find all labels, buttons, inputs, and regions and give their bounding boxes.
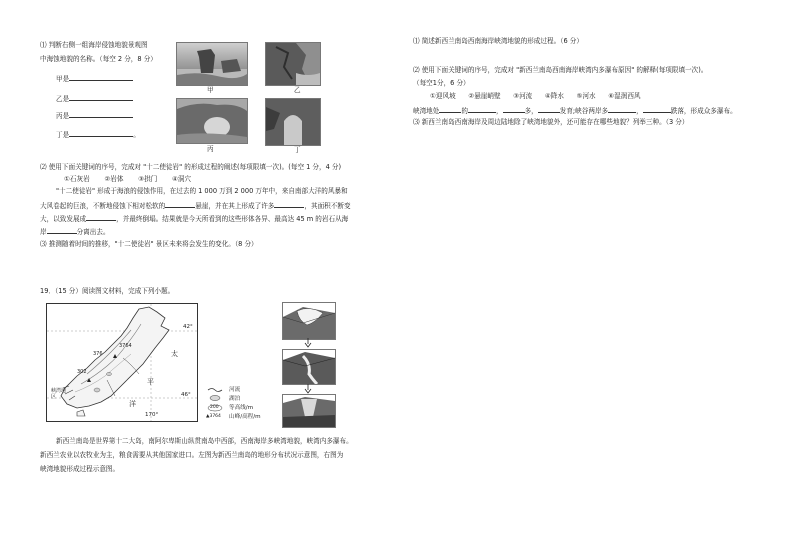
q1-title: ⑴ 判断右侧一组海岸侵蚀地貌景观图 (40, 41, 148, 49)
sea-stack-photo-jia (176, 42, 248, 86)
fjord-stage-1-diagram (282, 302, 336, 340)
right-q2-blank-4[interactable] (538, 105, 560, 113)
photo-label-ding: 丁 (294, 146, 301, 154)
q19-paragraph-line3: 峡湾地貌形成过程示意图。 (40, 465, 120, 473)
q1-answer-yi: 乙是 (56, 93, 133, 104)
q1-answer-jia: 甲是 (56, 73, 133, 84)
q1-title-cont: 中海蚀地貌的名称。（每空 2 分，8 分） (40, 55, 157, 63)
fjord-stage-3-diagram (282, 394, 336, 428)
photo-label-yi: 乙 (294, 86, 301, 94)
right-q2-options: ①迎风坡 ②悬崖峭壁 ③河流 ④降水 ⑤河水 ⑥湿润西风 (430, 92, 641, 100)
sea-cave-photo-ding (265, 98, 321, 146)
right-q1-question: ⑴ 简述新西兰南岛西南海岸峡湾地貌的形成过程。（6 分） (413, 37, 583, 45)
q2-paragraph-line1: "十二使徒岩" 形成于海浪的侵蚀作用，在过去的 1 000 万到 2 000 万年中，来自南部大洋的风暴和 (56, 187, 348, 195)
photo-label-jia: 甲 (207, 86, 214, 94)
q1-blank-ding[interactable] (69, 129, 133, 137)
map-sea-label-2: 平 (147, 378, 154, 386)
south-island-map (46, 303, 198, 422)
q2-blank-3[interactable] (86, 213, 116, 221)
right-q2-blank-1[interactable] (439, 105, 461, 113)
arrow-down-icon (304, 338, 312, 348)
legend-lake: 湖泊 (229, 396, 241, 402)
legend-peak: 山峰/高程/m (229, 414, 261, 420)
map-sea-label-3: 洋 (129, 400, 136, 408)
q2-blank-1[interactable] (165, 200, 195, 208)
q19-paragraph-line1: 新西兰南岛是世界第十二大岛，南阿尔卑斯山纵贯南岛中西部，西南海岸多峡湾地貌，峡湾内多瀑布。 (56, 437, 353, 445)
map-spot-1: 376 (93, 351, 103, 357)
map-spot-2: 3764 (119, 343, 132, 349)
map-lat-bottom: 46° (181, 392, 191, 398)
sea-cliff-photo-yi (265, 42, 321, 86)
arrow-down-icon (304, 384, 312, 394)
map-lon: 170° (145, 412, 159, 418)
map-lat-top: 42° (183, 324, 193, 330)
q1-blank-jia[interactable] (69, 73, 133, 81)
q2-title: ⑵ 使用下面关键词的序号，完成对 "十二使徒岩" 的形成过程的阐述(每项限填一次)。(每空 1 分，4 分) (40, 163, 342, 171)
q1-blank-yi[interactable] (69, 93, 133, 101)
q1-answer-bing: 丙是 (56, 110, 133, 121)
right-q2-sentence: 峡湾地处 的 ， 多， 发育;峡谷两岸多 ， 跌落，形成众多瀑布。 (413, 107, 737, 115)
map-fjord-area-label: 峡湾地区 (51, 388, 67, 400)
right-q2-blank-2[interactable] (468, 105, 496, 113)
map-sea-label-1: 太 (171, 350, 178, 358)
legend-contour: 等高线/m (229, 405, 254, 411)
q2-paragraph-line3: 大，以致发展成 ，并最终倒塌。结果就是今天所看到的这些形体各异、最高达 45 m 的岩石从海 (40, 215, 349, 223)
q2-paragraph-line4: 岸 分离出去。 (40, 228, 110, 236)
right-q2-blank-3[interactable] (503, 105, 525, 113)
q2-options: ①石灰岩 ②岩体 ③拱门 ④洞穴 (64, 175, 192, 183)
q19-paragraph-line2: 新西兰农业以农牧业为主，粮食需要从其他国家进口。左图为新西兰南岛的地形分布状况示意图，右图为 (40, 451, 344, 459)
legend-river: 河流 (229, 387, 241, 393)
q2-blank-4[interactable] (47, 226, 77, 234)
right-q2-title: ⑵ 使用下面关键词的序号，完成对 "新西兰南岛西南海岸峡湾内多瀑布原因" 的解释(每项限填一次)。 (413, 66, 708, 74)
photo-label-bing: 丙 (207, 145, 214, 153)
fjord-stage-2-diagram (282, 349, 336, 385)
sea-arch-photo-bing (176, 98, 248, 144)
q2-paragraph-line2: 大风卷起的巨浪，不断地侵蚀下相对松软的 悬崖，并在其上形成了许多 ，其面积不断变 (40, 202, 351, 210)
right-q2-blank-6[interactable] (643, 105, 671, 113)
q2-blank-2[interactable] (274, 200, 304, 208)
q1-answer-ding: 丁是 。 (56, 131, 140, 139)
q1-blank-bing[interactable] (69, 110, 133, 118)
legend-contour-value: 200 (210, 405, 219, 410)
q19-title: 19．（15 分）阅读图文材料，完成下列小题。 (40, 287, 175, 295)
right-q3-question: ⑶ 新西兰南岛西南海岸及周边陆地除了峡湾地貌外，还可能存在哪些地貌？列举三种。（3 分） (413, 118, 689, 126)
right-q2-score: （每空1分，6 分） (413, 79, 470, 87)
legend-peak-symbol: ▲3764 (206, 414, 221, 419)
map-spot-3: 302 (77, 369, 87, 375)
right-q2-blank-5[interactable] (608, 105, 636, 113)
q3-question: ⑶ 推测随着时间的推移，"十二使徒岩" 景区未来将会发生的变化。（8 分） (40, 240, 258, 248)
